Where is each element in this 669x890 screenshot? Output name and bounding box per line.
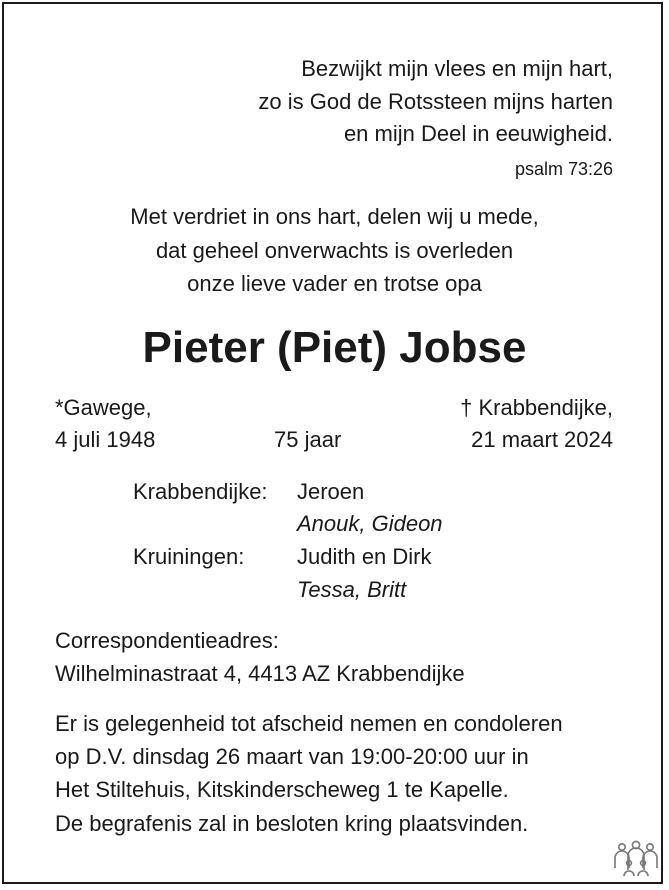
death-place: † Krabbendijke,: [460, 395, 613, 420]
correspondence-address: Wilhelminastraat 4, 4413 AZ Krabbendijke: [55, 661, 465, 686]
poem-line-2: zo is God de Rotssteen mijns harten: [258, 89, 613, 114]
family-place: Krabbendijke:: [133, 479, 268, 504]
family-grandchildren: Tessa, Britt: [297, 577, 407, 602]
family-place: Kruiningen:: [133, 544, 245, 569]
family-names: Judith en Dirk: [297, 544, 432, 569]
death-date: 21 maart 2024: [471, 427, 613, 452]
farewell-line-2: op D.V. dinsdag 26 maart van 19:00-20:00 uur in: [55, 744, 529, 769]
family-figures-icon: [612, 838, 660, 878]
correspondence-label: Correspondentieadres:: [55, 628, 279, 653]
poem-line-1: Bezwijkt mijn vlees en mijn hart,: [301, 56, 613, 81]
age: 75 jaar: [274, 427, 342, 452]
intro-line-3: onze lieve vader en trotse opa: [187, 271, 482, 296]
family-grandchildren: Anouk, Gideon: [297, 511, 443, 536]
farewell-line-3: Het Stiltehuis, Kitskinderscheweg 1 te Kapelle.: [55, 777, 509, 802]
birth-date: 4 juli 1948: [55, 427, 156, 452]
farewell-line-1: Er is gelegenheid tot afscheid nemen en condoleren: [55, 711, 563, 736]
birth-place: *Gawege,: [55, 395, 152, 420]
intro-line-1: Met verdriet in ons hart, delen wij u mede,: [130, 204, 539, 229]
deceased-name: Pieter (Piet) Jobse: [142, 323, 527, 372]
poem-reference: psalm 73:26: [514, 159, 613, 179]
family-names: Jeroen: [297, 479, 365, 504]
intro-line-2: dat geheel onverwachts is overleden: [155, 238, 514, 263]
farewell-line-4: De begrafenis zal in besloten kring plaatsvinden.: [55, 811, 529, 836]
poem-line-3: en mijn Deel in eeuwigheid.: [343, 121, 613, 146]
